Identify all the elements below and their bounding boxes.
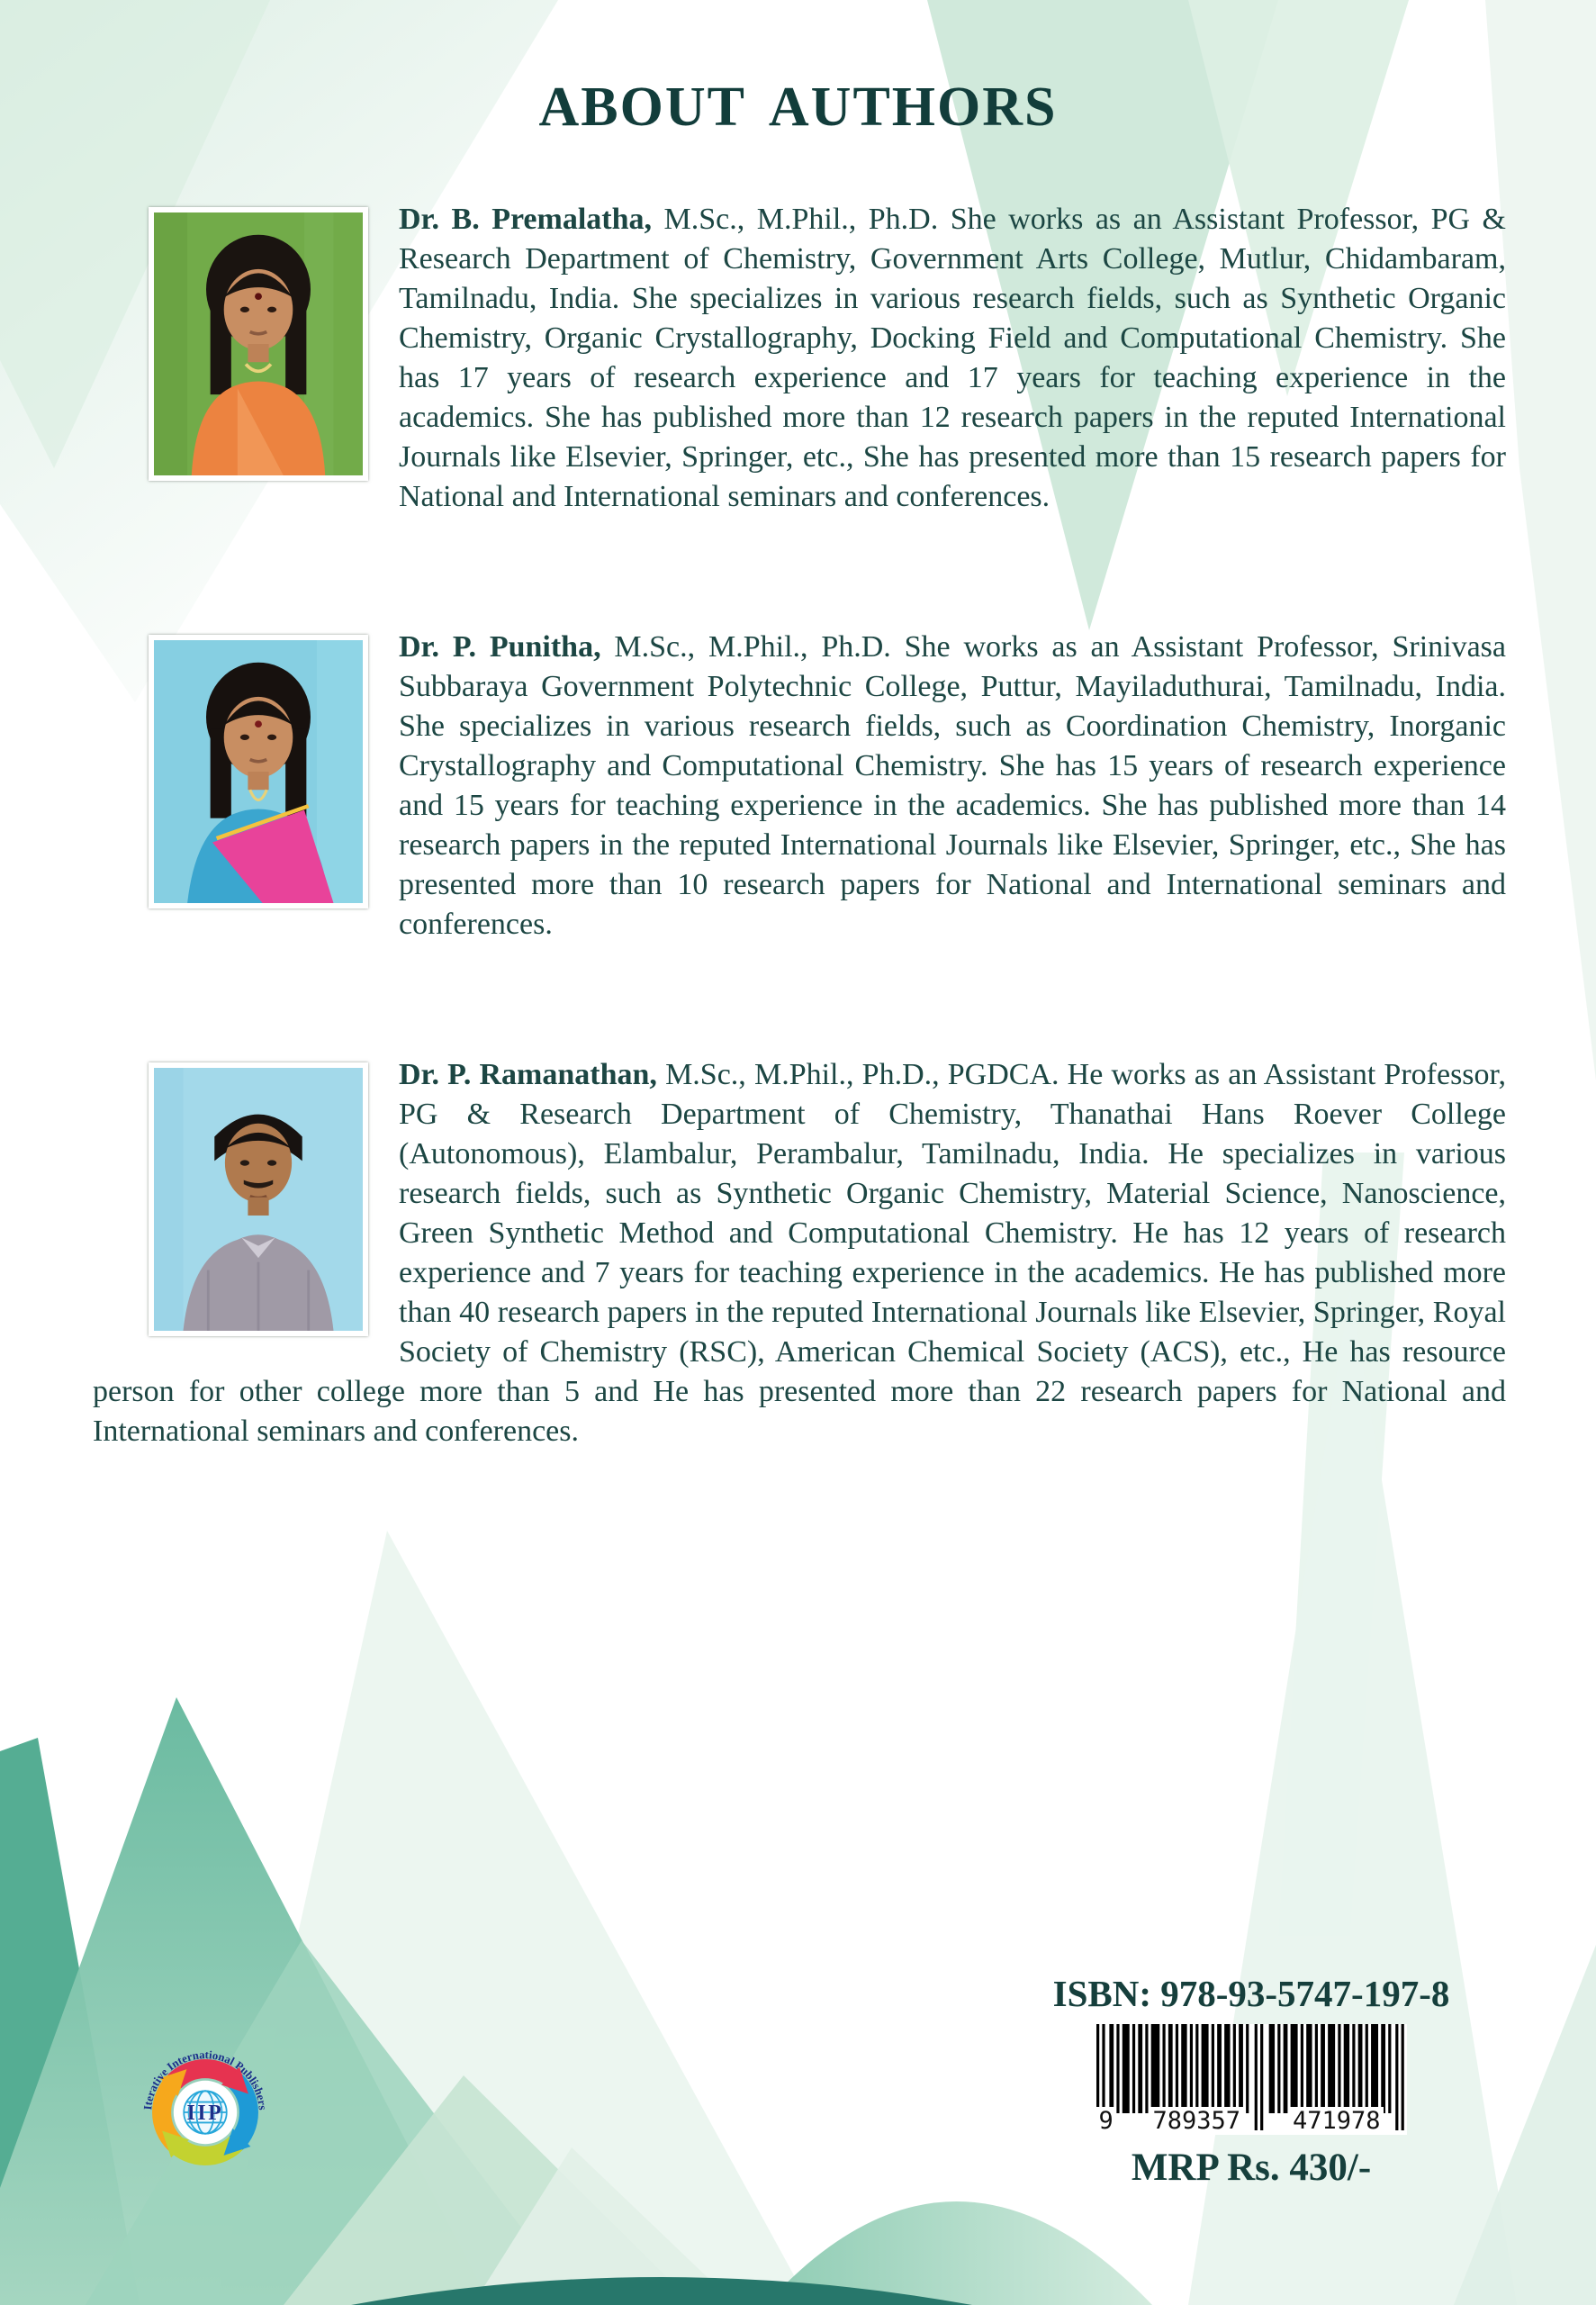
author-name: Dr. B. Premalatha, xyxy=(399,203,653,236)
author-bio-text: M.Sc., M.Phil., Ph.D., PGDCA. He works as an Assistant Professor, PG & Research Department of Chemistry, Thanathai Hans Roever College (Autonomous), Elambalur, Perambalur, Tamilnadu, India. He specializes in various research fields, such as Synthetic Organic Chemistry, Material Science, Nanoscience, Green Synthetic Method and Computational Chemistry. He has 12 years of research experience and 7 years for teaching experience in the academics. He has published more than 40 research papers in the reputed International Journals like Elsevier, Springer, Royal Society of Chemistry (RSC), American Chemical Society (ACS), etc., He has resource person for other college more than 5 and He has presented more than 22 research papers for National and International seminars and conferences. xyxy=(93,1058,1506,1448)
man-portrait-icon xyxy=(154,1068,363,1331)
author-name: Dr. P. Punitha, xyxy=(399,630,601,664)
publisher-logo xyxy=(126,2033,284,2192)
isbn-text: ISBN: 978-93-5747-197-8 xyxy=(1052,1973,1450,2014)
author-bio-text: M.Sc., M.Phil., Ph.D. She works as an Assistant Professor, Srinivasa Subbaraya Government Polytechnic College, Puttur, Mayiladuthurai, Tamilnadu, India. She specializes in various research fields, such as Coordination Chemistry, Inorganic Crystallography and Computational Chemistry. She has 15 years of research experience and 15 years for teaching experience in the academics. She has published more than 14 research papers in the reputed International Journals like Elsevier, Springer, etc., She has presented more than 10 research papers for National and International seminars and conferences. xyxy=(399,630,1507,941)
author-photo-punitha xyxy=(149,635,368,908)
iip-logo-text: IIP xyxy=(186,2101,224,2125)
barcode-digits xyxy=(1096,2107,1407,2135)
woman-portrait-icon xyxy=(154,212,363,475)
barcode-digit-group2: 471978 xyxy=(1290,2107,1384,2135)
author-section-premalatha xyxy=(93,200,1506,517)
author-section-punitha xyxy=(93,628,1506,945)
woman-portrait-icon xyxy=(154,640,363,903)
author-bio-text: M.Sc., M.Phil., Ph.D. She works as an Assistant Professor, PG & Research Department of Chemistry, Government Arts College, Mutlur, Chidambaram, Tamilnadu, India. She specializes in various research fields, such as Synthetic Organic Chemistry, Organic Crystallography, Docking Field and Computational Chemistry. She has 17 years of research experience and 17 years for teaching experience in the academics. She has published more than 12 research papers in the reputed International Journals like Elsevier, Springer, etc., She has presented more than 15 research papers for National and International seminars and conferences. xyxy=(399,203,1506,513)
mrp-text: MRP Rs. 430/- xyxy=(1131,2147,1372,2190)
author-photo-premalatha xyxy=(149,207,368,481)
publisher-name-curved-text: Iterative International Publishers xyxy=(141,2048,269,2111)
isbn-block xyxy=(945,1972,1557,2190)
author-name: Dr. P. Ramanathan, xyxy=(399,1058,657,1091)
page-title: ABOUT AUTHORS xyxy=(538,77,1058,138)
author-section-ramanathan xyxy=(93,1055,1506,1451)
barcode-digit-group1: 789357 xyxy=(1150,2107,1243,2135)
barcode-digit-lead: 9 xyxy=(1096,2107,1116,2135)
barcode xyxy=(1096,2024,1407,2135)
iip-logo-icon xyxy=(126,2033,284,2192)
author-photo-ramanathan xyxy=(149,1062,368,1336)
